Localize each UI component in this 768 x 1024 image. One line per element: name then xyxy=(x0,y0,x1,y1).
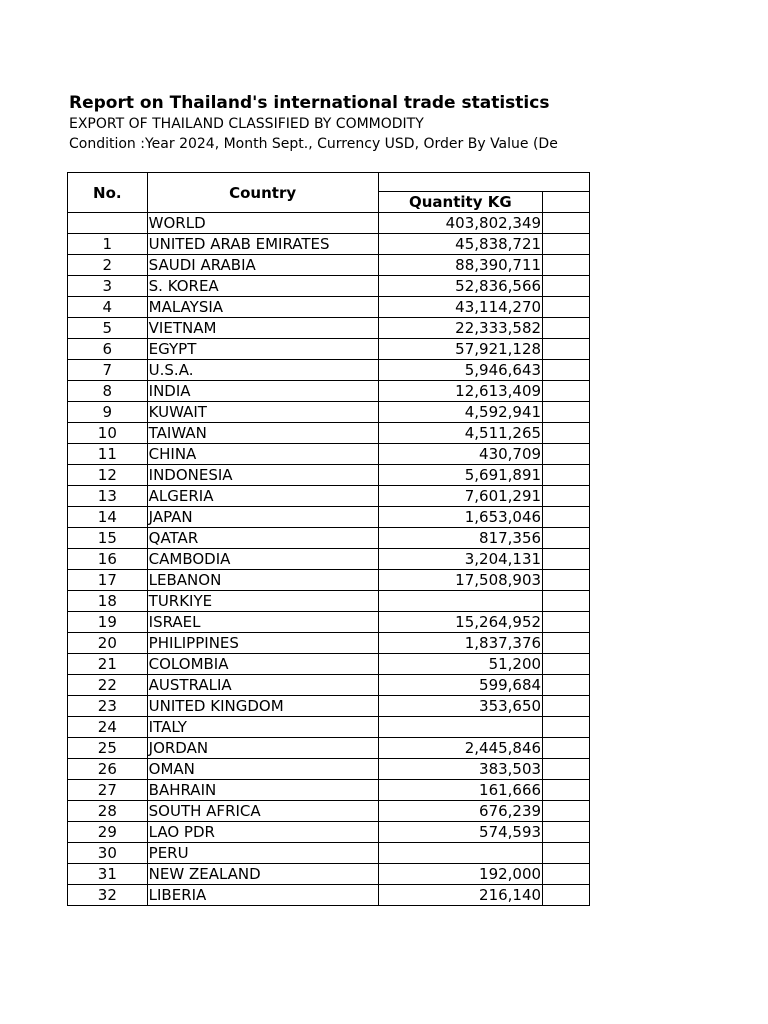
row-country: LIBERIA xyxy=(147,885,378,906)
table-row xyxy=(68,885,590,906)
row-extra xyxy=(543,318,590,339)
header-group xyxy=(378,173,589,192)
table-row xyxy=(68,591,590,612)
row-number: 25 xyxy=(68,738,148,759)
row-number: 29 xyxy=(68,822,148,843)
row-quantity: 2,445,846 xyxy=(378,738,542,759)
header-no: No. xyxy=(68,173,148,213)
table-row xyxy=(68,297,590,318)
row-quantity: 22,333,582 xyxy=(378,318,542,339)
row-quantity: 383,503 xyxy=(378,759,542,780)
row-quantity: 353,650 xyxy=(378,696,542,717)
trade-table xyxy=(67,172,590,906)
row-country: BAHRAIN xyxy=(147,780,378,801)
row-country: U.S.A. xyxy=(147,360,378,381)
row-quantity xyxy=(378,591,542,612)
row-extra xyxy=(543,591,590,612)
table-row xyxy=(68,864,590,885)
row-country: VIETNAM xyxy=(147,318,378,339)
row-number: 28 xyxy=(68,801,148,822)
row-extra xyxy=(543,780,590,801)
table-row xyxy=(68,507,590,528)
row-country: SOUTH AFRICA xyxy=(147,801,378,822)
row-number: 20 xyxy=(68,633,148,654)
row-extra xyxy=(543,612,590,633)
row-extra xyxy=(543,885,590,906)
row-quantity: 17,508,903 xyxy=(378,570,542,591)
row-extra xyxy=(543,507,590,528)
row-quantity: 52,836,566 xyxy=(378,276,542,297)
row-number: 22 xyxy=(68,675,148,696)
row-country: SAUDI ARABIA xyxy=(147,255,378,276)
table-row xyxy=(68,822,590,843)
row-quantity xyxy=(378,717,542,738)
row-quantity: 817,356 xyxy=(378,528,542,549)
row-number: 14 xyxy=(68,507,148,528)
row-extra xyxy=(543,381,590,402)
table-row xyxy=(68,780,590,801)
row-country: JORDAN xyxy=(147,738,378,759)
row-country: KUWAIT xyxy=(147,402,378,423)
row-country: LAO PDR xyxy=(147,822,378,843)
row-quantity: 599,684 xyxy=(378,675,542,696)
row-country: JAPAN xyxy=(147,507,378,528)
row-country: TURKIYE xyxy=(147,591,378,612)
row-country: S. KOREA xyxy=(147,276,378,297)
table-row xyxy=(68,402,590,423)
row-number: 27 xyxy=(68,780,148,801)
row-country: CAMBODIA xyxy=(147,549,378,570)
row-country: TAIWAN xyxy=(147,423,378,444)
row-number: 18 xyxy=(68,591,148,612)
row-extra xyxy=(543,654,590,675)
row-country: PERU xyxy=(147,843,378,864)
row-quantity xyxy=(378,843,542,864)
row-number: 16 xyxy=(68,549,148,570)
row-country: INDIA xyxy=(147,381,378,402)
row-number: 32 xyxy=(68,885,148,906)
table-row xyxy=(68,318,590,339)
row-country: INDONESIA xyxy=(147,465,378,486)
row-country: UNITED ARAB EMIRATES xyxy=(147,234,378,255)
row-extra xyxy=(543,297,590,318)
table-row xyxy=(68,675,590,696)
row-number: 11 xyxy=(68,444,148,465)
row-number: 13 xyxy=(68,486,148,507)
row-number: 17 xyxy=(68,570,148,591)
row-extra xyxy=(543,717,590,738)
table-row xyxy=(68,360,590,381)
row-extra xyxy=(543,843,590,864)
row-extra xyxy=(543,822,590,843)
row-number: 3 xyxy=(68,276,148,297)
header-country: Country xyxy=(147,173,378,213)
table-row xyxy=(68,528,590,549)
row-quantity: 15,264,952 xyxy=(378,612,542,633)
row-quantity: 3,204,131 xyxy=(378,549,542,570)
report-subtitle: EXPORT OF THAILAND CLASSIFIED BY COMMODITY xyxy=(69,116,424,132)
table-row xyxy=(68,423,590,444)
header-quantity: Quantity KG xyxy=(378,192,542,213)
row-country: COLOMBIA xyxy=(147,654,378,675)
row-extra xyxy=(543,528,590,549)
table-row xyxy=(68,612,590,633)
row-quantity: 161,666 xyxy=(378,780,542,801)
table-row xyxy=(68,213,590,234)
row-quantity: 574,593 xyxy=(378,822,542,843)
row-number: 5 xyxy=(68,318,148,339)
table-row xyxy=(68,717,590,738)
row-extra xyxy=(543,423,590,444)
row-quantity: 5,946,643 xyxy=(378,360,542,381)
row-extra xyxy=(543,549,590,570)
row-quantity: 403,802,349 xyxy=(378,213,542,234)
table-row xyxy=(68,444,590,465)
row-extra xyxy=(543,444,590,465)
header-extra xyxy=(543,192,590,213)
row-number: 2 xyxy=(68,255,148,276)
row-quantity: 1,837,376 xyxy=(378,633,542,654)
table-row xyxy=(68,234,590,255)
row-extra xyxy=(543,276,590,297)
row-number: 4 xyxy=(68,297,148,318)
row-number: 26 xyxy=(68,759,148,780)
row-quantity: 4,511,265 xyxy=(378,423,542,444)
row-extra xyxy=(543,570,590,591)
row-number xyxy=(68,213,148,234)
row-quantity: 676,239 xyxy=(378,801,542,822)
table-row xyxy=(68,486,590,507)
row-number: 7 xyxy=(68,360,148,381)
table-row xyxy=(68,339,590,360)
row-country: LEBANON xyxy=(147,570,378,591)
row-country: UNITED KINGDOM xyxy=(147,696,378,717)
row-quantity: 7,601,291 xyxy=(378,486,542,507)
row-extra xyxy=(543,696,590,717)
table-row xyxy=(68,759,590,780)
row-quantity: 192,000 xyxy=(378,864,542,885)
table-body xyxy=(68,213,590,906)
row-quantity: 45,838,721 xyxy=(378,234,542,255)
table-row xyxy=(68,633,590,654)
report-condition: Condition :Year 2024, Month Sept., Currency USD, Order By Value (De xyxy=(69,136,558,152)
row-quantity: 12,613,409 xyxy=(378,381,542,402)
row-number: 9 xyxy=(68,402,148,423)
row-extra xyxy=(543,738,590,759)
row-extra xyxy=(543,402,590,423)
row-country: WORLD xyxy=(147,213,378,234)
trade-table-container xyxy=(67,172,590,916)
row-number: 23 xyxy=(68,696,148,717)
row-number: 19 xyxy=(68,612,148,633)
row-number: 30 xyxy=(68,843,148,864)
row-quantity: 4,592,941 xyxy=(378,402,542,423)
row-quantity: 57,921,128 xyxy=(378,339,542,360)
table-row xyxy=(68,570,590,591)
row-extra xyxy=(543,360,590,381)
row-country: CHINA xyxy=(147,444,378,465)
table-row xyxy=(68,738,590,759)
row-country: PHILIPPINES xyxy=(147,633,378,654)
table-row xyxy=(68,696,590,717)
row-extra xyxy=(543,633,590,654)
row-number: 8 xyxy=(68,381,148,402)
table-row xyxy=(68,843,590,864)
table-row xyxy=(68,801,590,822)
row-country: ALGERIA xyxy=(147,486,378,507)
table-row xyxy=(68,654,590,675)
row-country: AUSTRALIA xyxy=(147,675,378,696)
row-country: ITALY xyxy=(147,717,378,738)
row-extra xyxy=(543,486,590,507)
row-country: ISRAEL xyxy=(147,612,378,633)
row-quantity: 430,709 xyxy=(378,444,542,465)
row-number: 12 xyxy=(68,465,148,486)
row-country: NEW ZEALAND xyxy=(147,864,378,885)
table-row xyxy=(68,549,590,570)
row-number: 31 xyxy=(68,864,148,885)
row-quantity: 88,390,711 xyxy=(378,255,542,276)
row-quantity: 5,691,891 xyxy=(378,465,542,486)
row-number: 24 xyxy=(68,717,148,738)
row-extra xyxy=(543,234,590,255)
row-extra xyxy=(543,864,590,885)
table-row xyxy=(68,255,590,276)
row-quantity: 51,200 xyxy=(378,654,542,675)
row-quantity: 43,114,270 xyxy=(378,297,542,318)
row-country: MALAYSIA xyxy=(147,297,378,318)
report-title: Report on Thailand's international trade statistics xyxy=(69,93,550,113)
row-extra xyxy=(543,465,590,486)
table-row xyxy=(68,381,590,402)
table-row xyxy=(68,276,590,297)
row-extra xyxy=(543,339,590,360)
row-extra xyxy=(543,213,590,234)
row-extra xyxy=(543,801,590,822)
row-country: OMAN xyxy=(147,759,378,780)
row-number: 10 xyxy=(68,423,148,444)
row-quantity: 1,653,046 xyxy=(378,507,542,528)
row-number: 6 xyxy=(68,339,148,360)
row-number: 1 xyxy=(68,234,148,255)
row-extra xyxy=(543,675,590,696)
row-extra xyxy=(543,255,590,276)
row-number: 15 xyxy=(68,528,148,549)
row-extra xyxy=(543,759,590,780)
row-number: 21 xyxy=(68,654,148,675)
row-quantity: 216,140 xyxy=(378,885,542,906)
row-country: EGYPT xyxy=(147,339,378,360)
table-row xyxy=(68,465,590,486)
row-country: QATAR xyxy=(147,528,378,549)
